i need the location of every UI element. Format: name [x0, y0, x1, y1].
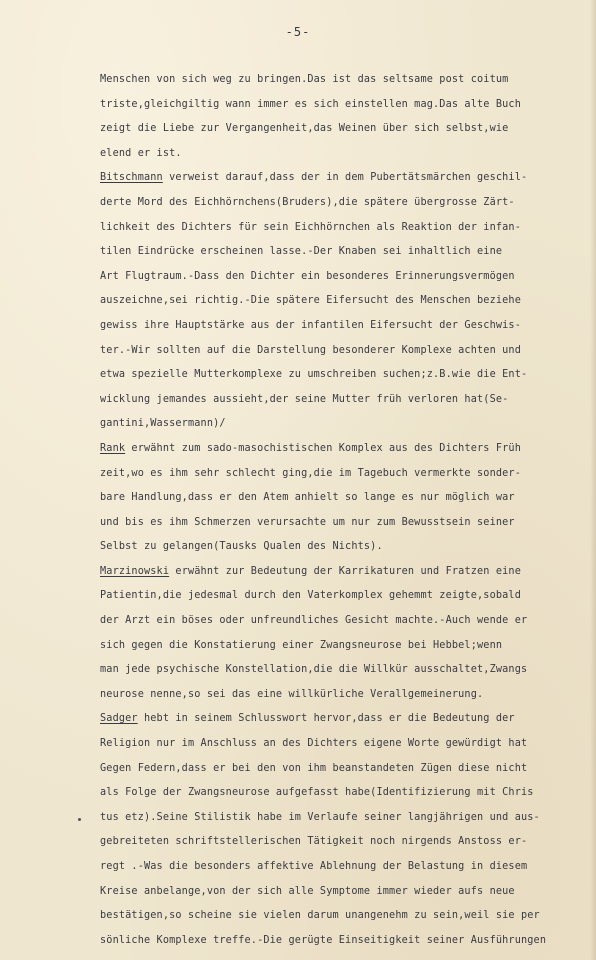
line-text: sönliche Komplexe treffe.-Die gerügte Einseitigkeit seiner Ausführungen [100, 934, 547, 946]
text-line [100, 216, 590, 241]
line-text: gewiss ihre Hauptstärke aus der infantilen Eifersucht der Geschwis- [100, 319, 521, 331]
text-line [100, 339, 590, 364]
line-text: Art Flugtraum.-Dass den Dichter ein besonderes Erinnerungsvermögen [100, 270, 515, 282]
text-line [100, 68, 590, 93]
text-line [100, 683, 590, 708]
line-text: ter.-Wir sollten auf die Darstellung besonderer Komplexe achten und [100, 344, 521, 356]
line-text: und bis es ihm Schmerzen verursachte um nur zum Bewusstsein seiner [100, 516, 515, 528]
line-text: man jede psychische Konstellation,die die Willkür ausschaltet,Zwangs [100, 664, 528, 676]
line-text: Selbst zu gelangen(Tausks Qualen des Nichts). [100, 541, 383, 553]
page-number: -5- [285, 25, 311, 39]
text-line [100, 707, 590, 732]
line-text: zeit,wo es ihm sehr schlecht ging,die im Tagebuch vermerkte sonder- [100, 467, 521, 479]
text-line [100, 658, 590, 683]
text-line [100, 904, 590, 929]
text-line [100, 634, 590, 659]
text-line [100, 855, 590, 880]
line-text: Kreise anbelange,von der sich alle Symptome immer wieder aufs neue [100, 885, 515, 897]
line-text: lichkeit des Dichters für sein Eichhörnchen als Reaktion der infan- [100, 221, 521, 233]
text-line [100, 757, 590, 782]
text-line [100, 191, 590, 216]
text-line [100, 117, 590, 142]
line-text: gebreiteten schriftstellerischen Tätigkeit noch nirgends Anstoss er- [100, 836, 528, 848]
line-text: elend er ist. [100, 147, 182, 159]
line-text: sich gegen die Konstatierung einer Zwangsneurose bei Hebbel;wenn [100, 639, 503, 651]
line-text: auszeichne,sei richtig.-Die spätere Eifersucht des Menschen beziehe [100, 295, 521, 307]
speaker-name: Bitschmann [100, 172, 163, 184]
typed-text-body [100, 68, 590, 953]
text-line [100, 388, 590, 413]
text-line [100, 314, 590, 339]
text-line [100, 486, 590, 511]
text-line [100, 412, 590, 437]
text-line [100, 166, 590, 191]
text-line [100, 142, 590, 167]
line-text: verweist darauf,dass der in dem Pubertätsmärchen geschil- [162, 172, 528, 184]
text-line [100, 511, 590, 536]
line-text: erwähnt zur Bedeutung der Karrikaturen und Fratzen eine [169, 565, 521, 577]
text-line [100, 584, 590, 609]
text-line [100, 880, 590, 905]
line-text: als Folge der Zwangsneurose aufgefasst habe(Identifizierung mit Chris [100, 787, 534, 799]
line-text: Religion nur im Anschluss an des Dichters eigene Worte gewürdigt hat [100, 738, 528, 750]
text-line [100, 830, 590, 855]
line-text: neurose nenne,so sei das eine willkürliche Verallgemeinerung. [100, 688, 484, 700]
speaker-name: Sadger [100, 713, 138, 725]
text-line [100, 929, 590, 954]
text-line [100, 437, 590, 462]
line-text: bare Handlung,dass er den Atem anhielt so lange es nur möglich war [100, 492, 515, 504]
line-text: tilen Eindrücke erscheinen lasse.-Der Knaben sei inhaltlich eine [100, 246, 503, 258]
text-line [100, 732, 590, 757]
line-text: Patientin,die jedesmal durch den Vaterkomplex gehemmt zeigte,sobald [100, 590, 521, 602]
line-text: wicklung jemandes aussieht,der seine Mutter früh verloren hat(Se- [100, 393, 509, 405]
line-text: etwa spezielle Mutterkomplexe zu umschreiben suchen;z.B.wie die Ent- [100, 369, 528, 381]
line-text: bestätigen,so scheine sie vielen darum unangenehm zu sein,weil sie per [100, 910, 540, 922]
line-text: gantini,Wassermann)/ [100, 418, 226, 430]
margin-dot [78, 818, 81, 821]
line-text: regt .-Was die besonders affektive Ablehnung der Belastung in diesem [100, 861, 528, 872]
text-line [100, 609, 590, 634]
text-line [100, 93, 590, 118]
text-line [100, 240, 590, 265]
line-text: zeigt die Liebe zur Vergangenheit,das Weinen über sich selbst,wie [100, 123, 509, 135]
line-text: hebt in seinem Schlusswort hervor,dass er die Bedeutung der [137, 713, 515, 725]
speaker-name: Rank [100, 442, 126, 454]
line-text: triste,gleichgiltig wann immer es sich einstellen mag.Das alte Buch [100, 98, 521, 110]
text-line [100, 806, 590, 831]
line-text: erwähnt zum sado-masochistischen Komplex aus des Dichters Früh [125, 442, 521, 454]
text-line [100, 265, 590, 290]
line-text: Menschen von sich weg zu bringen.Das ist das seltsame post coitum [100, 74, 509, 85]
line-text: der Arzt ein böses oder unfreundliches Gesicht machte.-Auch wende er [100, 615, 528, 627]
line-text: Gegen Federn,dass er bei den von ihm beanstandeten Zügen diese nicht [100, 762, 528, 774]
text-line [100, 462, 590, 487]
text-line [100, 289, 590, 314]
text-line [100, 363, 590, 388]
line-text: derte Mord des Eichhörnchens(Bruders),die spätere übergrosse Zärt- [100, 196, 515, 208]
page-edge-shadow [590, 0, 596, 960]
line-text: tus etz).Seine Stilistik habe im Verlaufe seiner langjährigen und aus- [100, 811, 540, 823]
speaker-name: Marzinowski [100, 565, 170, 577]
text-line [100, 560, 590, 585]
text-line [100, 535, 590, 560]
text-line [100, 781, 590, 806]
